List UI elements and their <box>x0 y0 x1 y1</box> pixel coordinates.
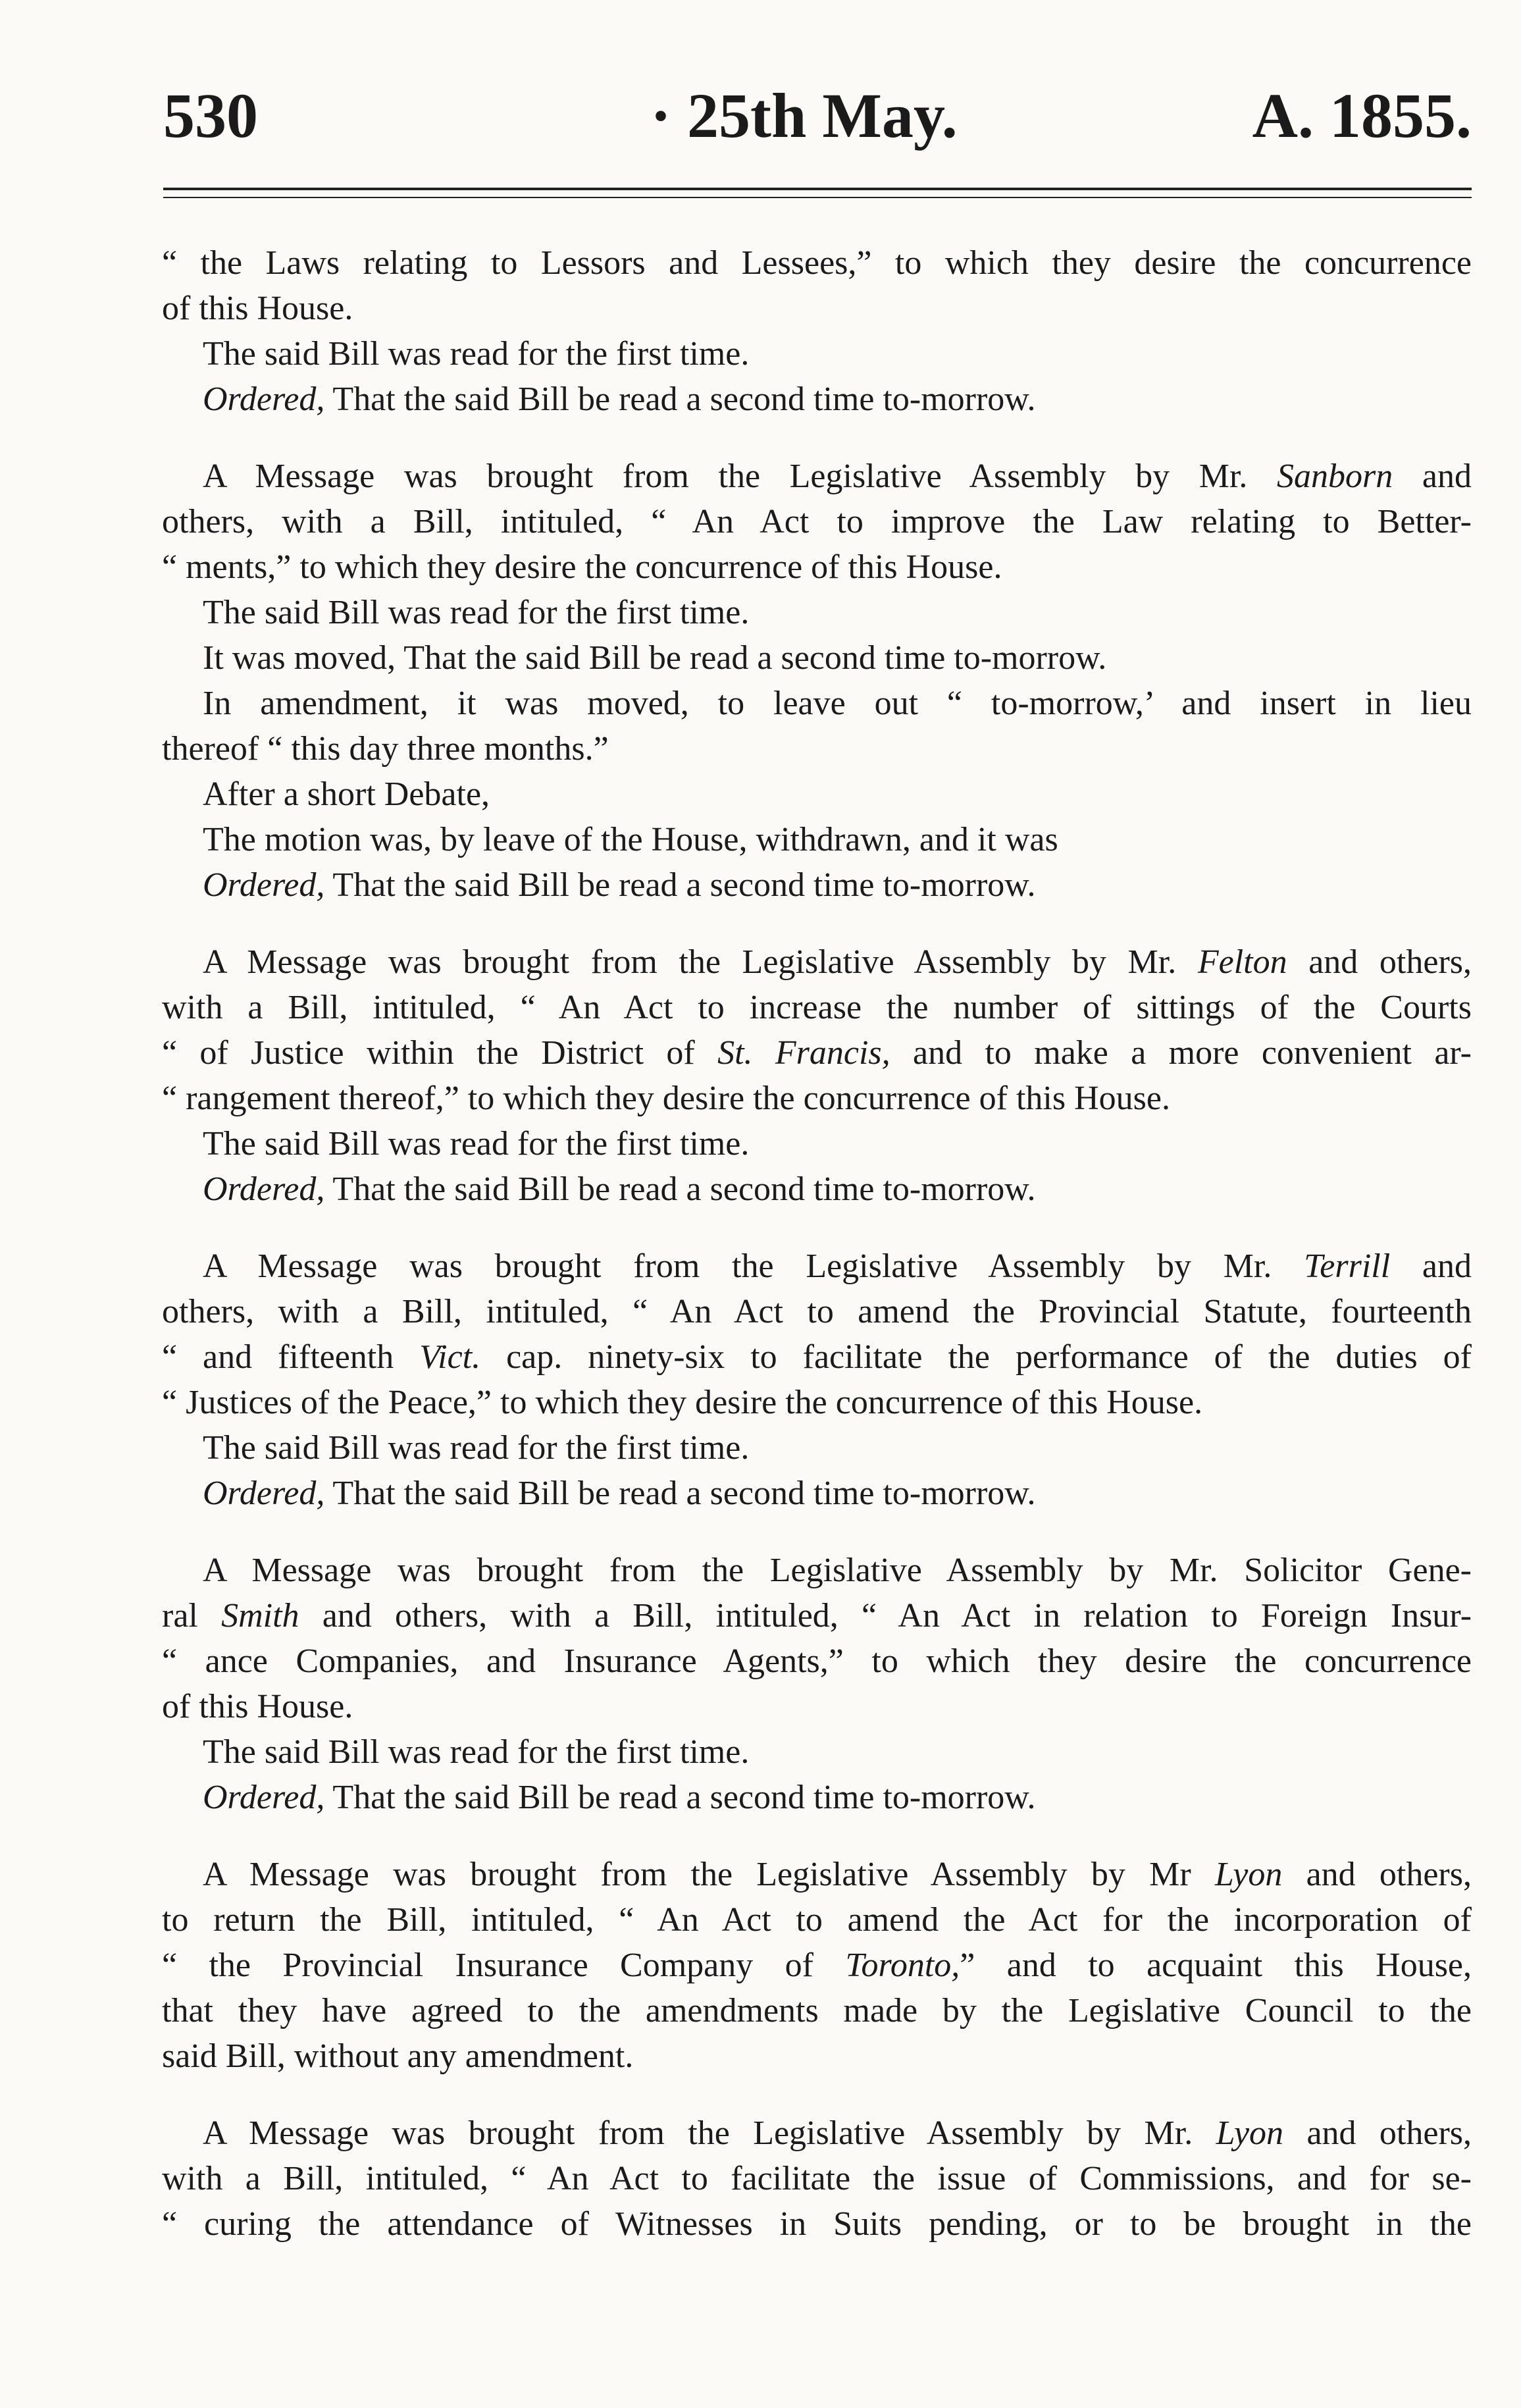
text-run: and to make a more convenient ar- <box>890 1034 1472 1072</box>
paragraph <box>162 1548 1472 1820</box>
paragraph <box>162 240 1472 422</box>
header-year: A. 1855. <box>1252 80 1472 151</box>
italic-text: Toronto, <box>845 1947 960 1984</box>
text-line <box>162 772 1472 817</box>
text-line <box>162 726 1472 772</box>
text-run: and others, <box>1283 2114 1472 2152</box>
text-run: That the said Bill be read a second time to-morrow. <box>324 1779 1036 1816</box>
text-line <box>162 331 1472 377</box>
italic-text: Ordered, <box>203 1170 325 1208</box>
text-run: of this House. <box>162 1688 353 1725</box>
text-run: That the said Bill be read a second time to-morrow. <box>324 380 1036 418</box>
text-run: The motion was, by leave of the House, withdrawn, and it was <box>203 821 1058 858</box>
text-run: with a Bill, intituled, “ An Act to increase the number of sittings of the Courts <box>162 989 1472 1026</box>
italic-text: Ordered, <box>203 1779 325 1816</box>
text-line <box>162 1121 1472 1166</box>
paragraph <box>162 939 1472 1212</box>
header-date: · 25th May. <box>650 80 958 151</box>
text-run: The said Bill was read for the first time. <box>203 1733 750 1771</box>
text-line <box>162 1729 1472 1775</box>
italic-text: Ordered, <box>203 380 325 418</box>
text-run: The said Bill was read for the first time. <box>203 335 750 373</box>
italic-text: Felton <box>1197 943 1287 981</box>
text-run: cap. ninety-six to facilitate the performance of the duties of <box>480 1338 1472 1376</box>
paragraph <box>162 1852 1472 2079</box>
text-line <box>162 1243 1472 1289</box>
text-run: It was moved, That the said Bill be read a second time to-morrow. <box>203 639 1107 677</box>
text-run: and others, with a Bill, intituled, “ An Act in relation to Foreign Insur- <box>299 1597 1472 1635</box>
italic-text: Ordered, <box>203 1475 325 1512</box>
text-line <box>162 544 1472 590</box>
text-run: The said Bill was read for the first time. <box>203 1429 750 1467</box>
text-run: “ ance Companies, and Insurance Agents,” to which they desire the concurrence <box>162 1642 1472 1680</box>
text-line <box>162 1684 1472 1729</box>
text-line <box>162 2156 1472 2201</box>
text-line <box>162 1380 1472 1425</box>
italic-text: Lyon <box>1216 2114 1284 2152</box>
text-run: “ and fifteenth <box>162 1338 420 1376</box>
text-run: and <box>1393 458 1472 495</box>
text-line <box>162 240 1472 286</box>
text-run: A Message was brought from the Legislative Assembly by Mr <box>203 1856 1215 1893</box>
header-double-rule <box>163 188 1472 198</box>
italic-text: Terrill <box>1304 1247 1391 1285</box>
text-line <box>162 985 1472 1030</box>
italic-text: Lyon <box>1214 1856 1283 1893</box>
text-line <box>162 939 1472 985</box>
text-line <box>162 286 1472 331</box>
text-run: After a short Debate, <box>203 775 490 813</box>
text-run: A Message was brought from the Legislative Assembly by Mr. <box>203 458 1277 495</box>
text-line <box>162 1548 1472 1593</box>
italic-text: Ordered, <box>203 866 325 904</box>
text-line <box>162 1943 1472 1988</box>
text-run: “ rangement thereof,” to which they desire the concurrence of this House. <box>162 1080 1170 1117</box>
text-run: that they have agreed to the amendments made by the Legislative Council to the <box>162 1992 1472 2029</box>
text-run: A Message was brought from the Legislative Assembly by Mr. <box>203 1247 1304 1285</box>
text-line <box>162 2110 1472 2156</box>
text-line <box>162 454 1472 499</box>
text-run: ” and to acquaint this House, <box>960 1947 1472 1984</box>
text-run: and others, <box>1282 1856 1472 1893</box>
text-run: “ curing the attendance of Witnesses in Suits pending, or to be brought in the <box>162 2205 1472 2243</box>
text-line <box>162 1988 1472 2033</box>
paragraph <box>162 1243 1472 1516</box>
text-run: others, with a Bill, intituled, “ An Act to amend the Provincial Statute, fourteenth <box>162 1293 1472 1330</box>
text-line <box>162 2201 1472 2247</box>
text-line <box>162 1425 1472 1471</box>
text-run: That the said Bill be read a second time to-morrow. <box>324 1475 1036 1512</box>
text-run: That the said Bill be read a second time to-morrow. <box>324 866 1036 904</box>
text-line <box>162 817 1472 862</box>
text-line <box>162 2033 1472 2079</box>
text-run: A Message was brought from the Legislative Assembly by Mr. <box>203 2114 1216 2152</box>
text-run: to return the Bill, intituled, “ An Act to amend the Act for the incorporation of <box>162 1901 1472 1939</box>
text-run: A Message was brought from the Legislative Assembly by Mr. Solicitor Gene- <box>203 1552 1472 1589</box>
text-run: and <box>1390 1247 1472 1285</box>
text-run: “ the Laws relating to Lessors and Lessees,” to which they desire the concurrence <box>162 244 1472 282</box>
paragraph <box>162 454 1472 908</box>
text-run: In amendment, it was moved, to leave out “ to-morrow,’ and insert in lieu <box>203 685 1472 722</box>
text-run: ral <box>162 1597 222 1635</box>
text-run: “ ments,” to which they desire the concurrence of this House. <box>162 548 1002 586</box>
text-line <box>162 1897 1472 1943</box>
paragraph <box>162 2110 1472 2247</box>
text-run: The said Bill was read for the first time. <box>203 1125 750 1163</box>
text-run: others, with a Bill, intituled, “ An Act to improve the Law relating to Better- <box>162 503 1472 540</box>
text-run: “ the Provincial Insurance Company of <box>162 1947 846 1984</box>
text-line <box>162 590 1472 635</box>
text-line <box>162 1334 1472 1380</box>
text-line <box>162 1852 1472 1897</box>
journal-text <box>162 240 1472 2278</box>
text-line <box>162 1289 1472 1334</box>
page-number: 530 <box>163 80 258 151</box>
text-run: of this House. <box>162 290 353 327</box>
text-line <box>162 1638 1472 1684</box>
text-line <box>162 377 1472 422</box>
italic-text: St. Francis, <box>717 1034 890 1072</box>
italic-text: Vict. <box>419 1338 481 1376</box>
running-header <box>163 79 1472 165</box>
text-line <box>162 1471 1472 1516</box>
text-line <box>162 499 1472 544</box>
text-line <box>162 1076 1472 1121</box>
text-run: said Bill, without any amendment. <box>162 2037 634 2075</box>
text-run: thereof “ this day three months.” <box>162 730 609 768</box>
text-run: with a Bill, intituled, “ An Act to facilitate the issue of Commissions, and for se- <box>162 2160 1472 2197</box>
text-run: That the said Bill be read a second time to-morrow. <box>324 1170 1036 1208</box>
text-line <box>162 681 1472 726</box>
italic-text: Sanborn <box>1277 458 1393 495</box>
text-line <box>162 1030 1472 1076</box>
text-line <box>162 635 1472 681</box>
text-run: A Message was brought from the Legislative Assembly by Mr. <box>203 943 1198 981</box>
text-line <box>162 1166 1472 1212</box>
italic-text: Smith <box>221 1597 299 1635</box>
text-run: “ Justices of the Peace,” to which they desire the concurrence of this House. <box>162 1384 1203 1421</box>
text-line <box>162 1775 1472 1820</box>
text-line <box>162 1593 1472 1638</box>
text-run: “ of Justice within the District of <box>162 1034 718 1072</box>
text-run: and others, <box>1287 943 1472 981</box>
text-run: The said Bill was read for the first time. <box>203 594 750 631</box>
text-line <box>162 862 1472 908</box>
